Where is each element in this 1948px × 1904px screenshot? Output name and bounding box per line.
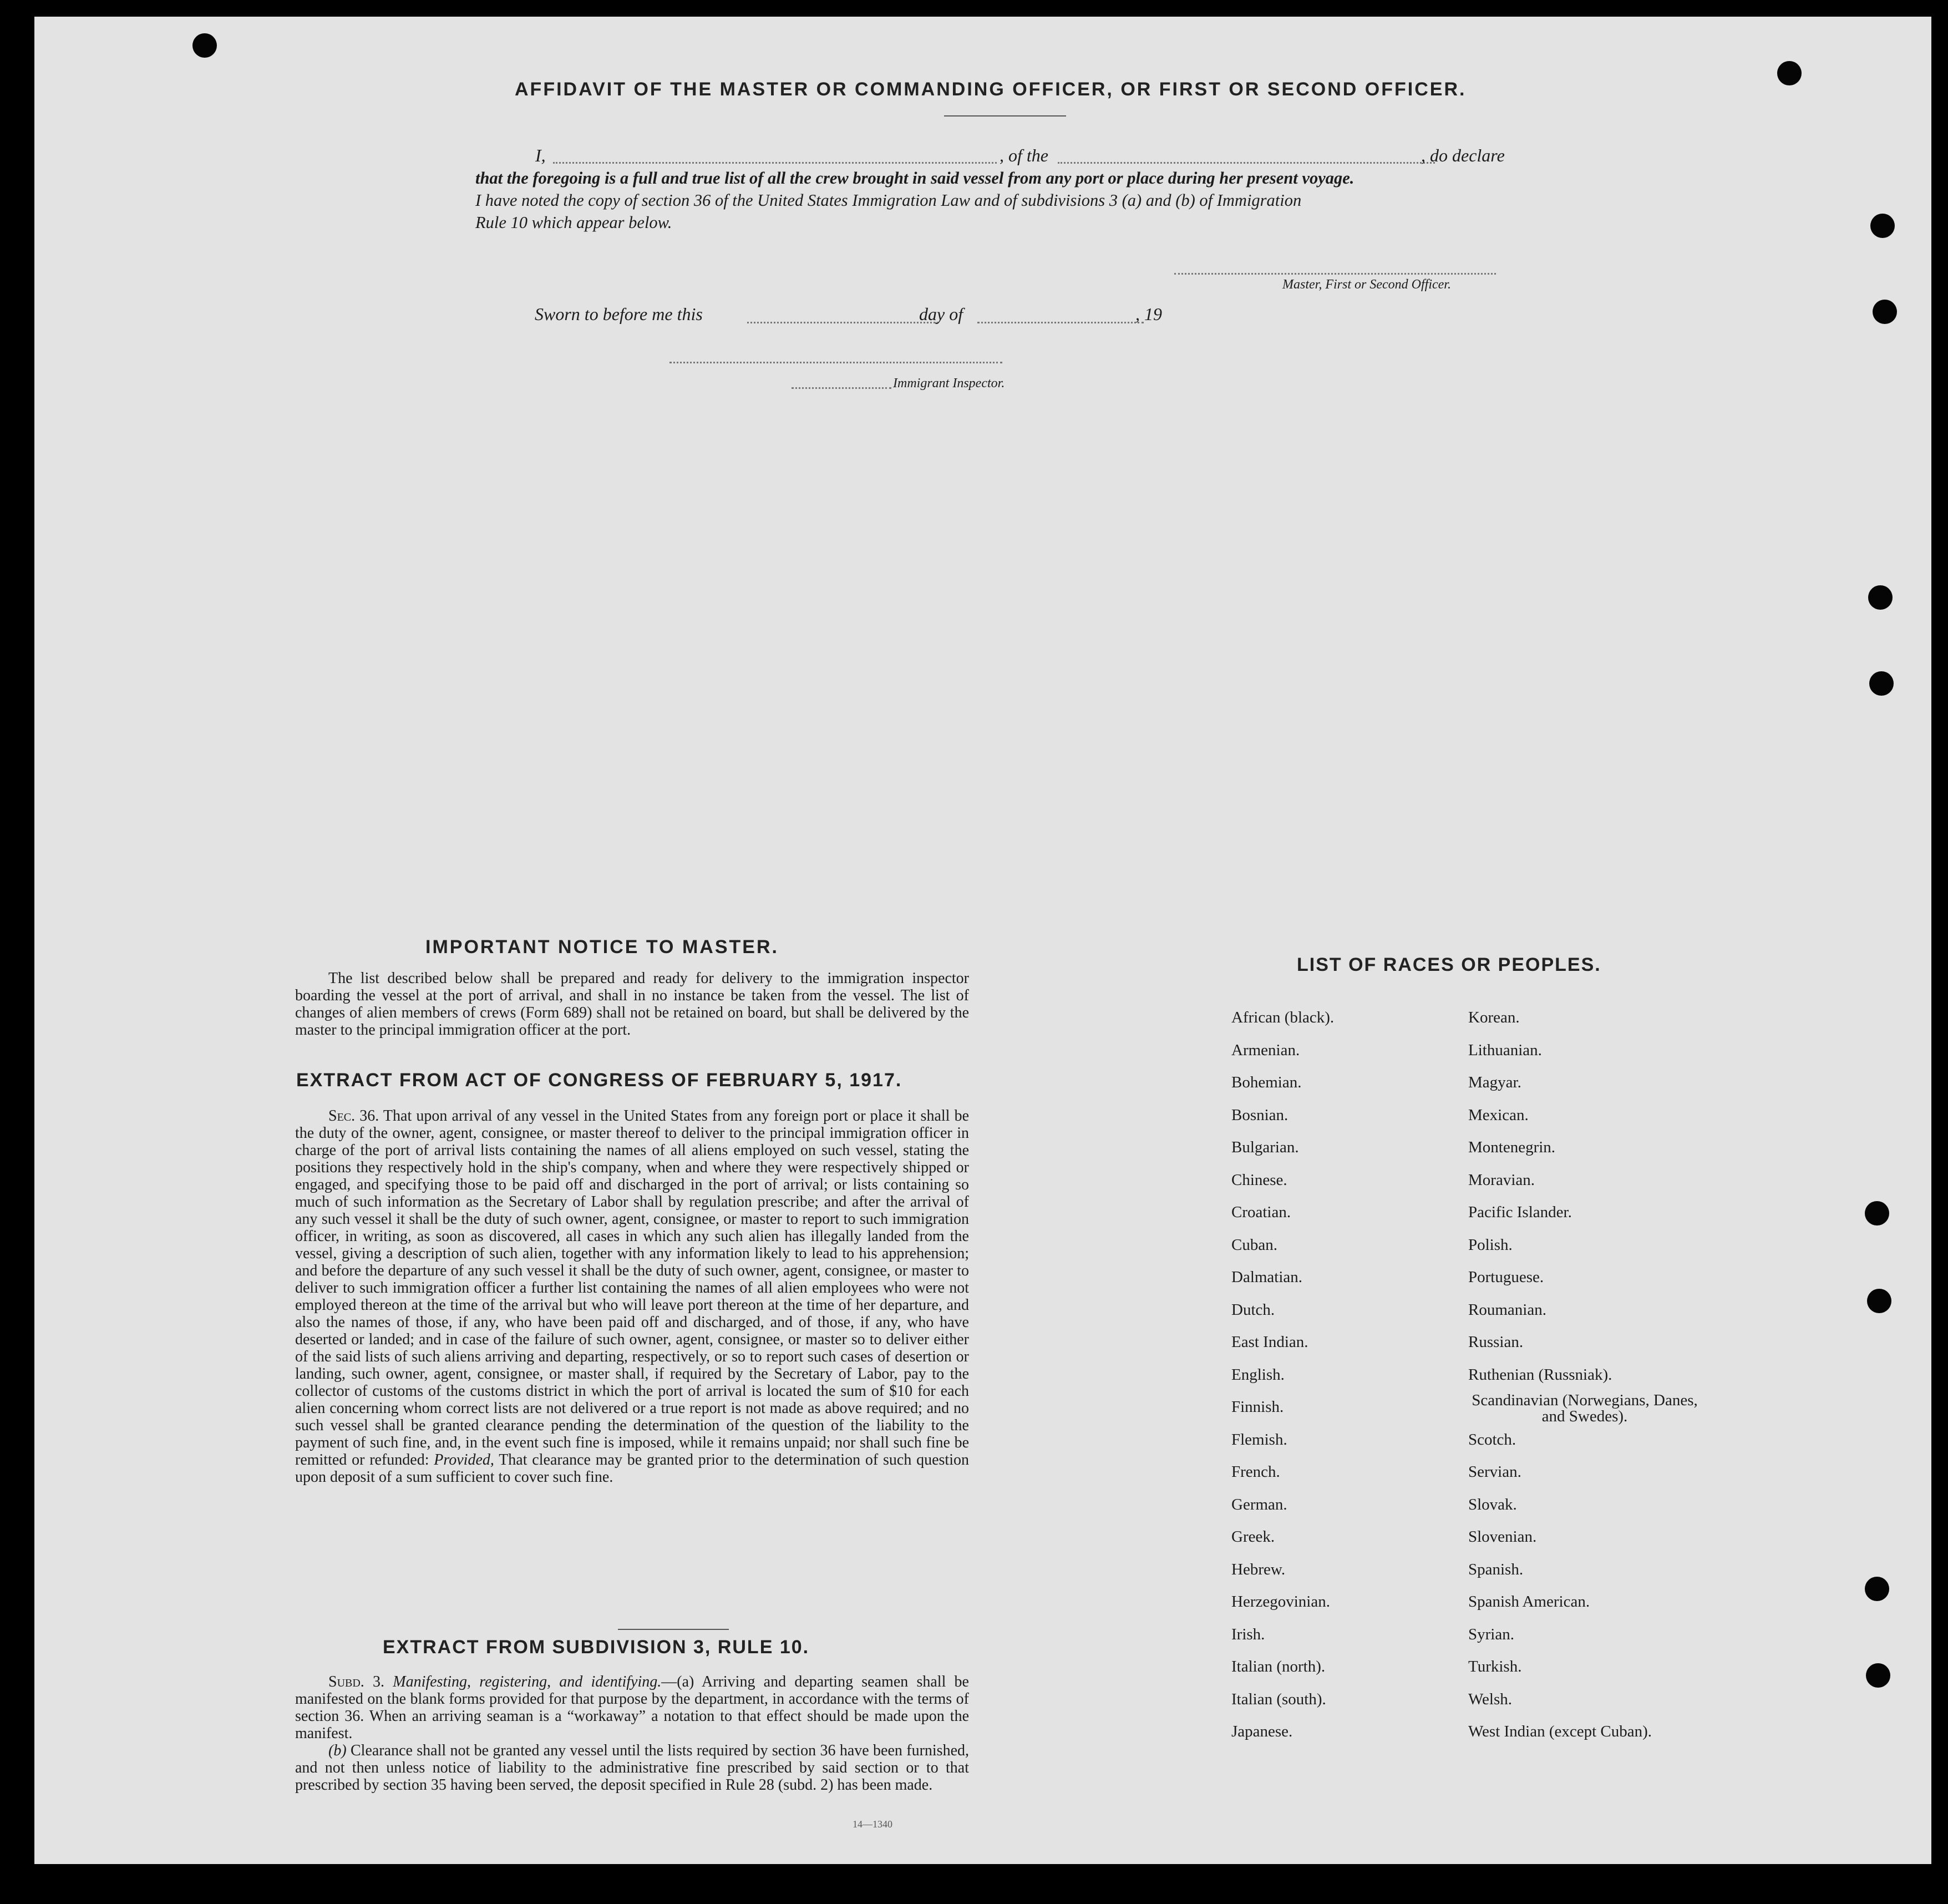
sworn-label: Sworn to before me this (535, 304, 703, 324)
race-item: Pacific Islander. (1468, 1203, 1572, 1221)
race-item: Ruthenian (Russniak). (1468, 1365, 1612, 1384)
subd-label: Subd. 3. (328, 1673, 385, 1690)
race-item: German. (1231, 1495, 1287, 1513)
divider (944, 115, 1066, 117)
punch-hole (1865, 1577, 1889, 1601)
punch-hole (1869, 671, 1894, 696)
race-item: Herzegovinian. (1231, 1593, 1330, 1611)
race-item: Cuban. (1231, 1235, 1277, 1254)
subd-b-label: (b) (328, 1742, 347, 1759)
affidavit-title: AFFIDAVIT OF THE MASTER OR COMMANDING OFFICER, OR FIRST OR SECOND OFFICER. (515, 79, 1467, 100)
race-item: Welsh. (1468, 1690, 1513, 1708)
race-item: Bulgarian. (1231, 1138, 1299, 1156)
race-item: African (black). (1231, 1009, 1335, 1026)
sworn-day-field[interactable] (747, 322, 939, 323)
punch-hole (192, 33, 217, 58)
extract-rule-title: EXTRACT FROM SUBDIVISION 3, RULE 10. (383, 1637, 810, 1658)
race-item: English. (1231, 1365, 1285, 1384)
race-item: Syrian. (1468, 1625, 1514, 1643)
race-item: Korean. (1468, 1009, 1520, 1026)
affidavit-do-declare: , do declare (1421, 145, 1505, 165)
subd-b-text: Clearance shall not be granted any vessel until the lists required by section 36 have been furnished, and not then unless notice of liability to the administrative fine prescribed by said section or to that prescribed by section 35 having been served, the deposit specified in Rule 28 (subd. 2) has been made. (295, 1742, 969, 1794)
extract-rule-text (295, 1673, 969, 1794)
affidavit-line: Rule 10 which appear below. (475, 213, 672, 232)
master-signature-field[interactable] (1174, 273, 1496, 275)
punch-hole (1873, 300, 1897, 324)
punch-hole (1865, 1201, 1889, 1226)
punch-hole (1867, 1289, 1891, 1313)
race-item: Magyar. (1468, 1073, 1521, 1091)
race-item: Italian (north). (1231, 1658, 1326, 1675)
notice-paragraph: The list described below shall be prepared and ready for delivery to the immigration inspector boarding the vessel at the port of arrival, and shall in no instance be taken from the vessel. The list of changes of alien members of crews (Form 689) shall not be retained on board, but shall be delivered by the master to the principal immigration officer at the port. (295, 970, 969, 1039)
race-item: Italian (south). (1231, 1690, 1326, 1708)
race-item: Turkish. (1468, 1658, 1522, 1675)
race-item: Polish. (1468, 1235, 1513, 1254)
race-item: Bosnian. (1231, 1106, 1288, 1124)
inspector-label: Immigrant Inspector. (893, 376, 1005, 391)
notice-text (295, 970, 969, 1039)
race-item: Montenegrin. (1468, 1138, 1556, 1156)
race-item: Roumanian. (1468, 1300, 1546, 1319)
provided-word: Provided, (434, 1451, 494, 1468)
punch-hole (1870, 214, 1895, 238)
race-item: Servian. (1468, 1463, 1521, 1481)
race-item: Dutch. (1231, 1300, 1275, 1319)
race-item: Moravian. (1468, 1171, 1535, 1189)
race-item: Armenian. (1231, 1041, 1300, 1059)
sec-label: Sec. 36. (328, 1107, 379, 1125)
vessel-field[interactable] (1058, 162, 1435, 164)
race-item: Finnish. (1231, 1398, 1284, 1416)
race-item: Dalmatian. (1231, 1268, 1303, 1286)
affidavit-of-the: , of the (1000, 145, 1048, 165)
race-item: Hebrew. (1231, 1560, 1286, 1578)
race-item: Portuguese. (1468, 1268, 1544, 1286)
act-text: That upon arrival of any vessel in the United States from any foreign port or place it shall be the duty of the owner, agent, consignee, or master thereof to deliver to the principal immigration officer in charge of the port of arrival lists containing the names of all aliens employed on such vessel, stating the positions they respectively hold in the ship's company, when and where they were respectively shipped or engaged, and specifying those to be paid off and discharged in the port of arrival; or lists containing so much of such information as the Secretary of Labor shall by regulation prescribe; and after the arrival of any such vessel it shall be the duty of such owner, agent, consignee, or master to report to such immigration officer, in writing, as soon as discovered, all cases in which any such alien has illegally landed from the vessel, giving a description of such alien, together with any information likely to lead to his apprehension; and before the departure of any such vessel it shall be the duty of such owner, agent, consignee, or master to deliver to such immigration officer a further list containing the names of all alien employees who were not employed thereon at the time of the arrival but who will leave port thereon at the time of her departure, and also the names of those, if any, who have been paid off and discharged, and of those, if any, who have deserted or landed; and in case of the failure of such owner, agent, consignee, or master so to deliver either of the said lists of such aliens arriving and departing, respectively, or so to report such cases of desertion or landing, such owner, agent, consignee, or master shall, if required by the Secretary of Labor, pay to the collector of customs of the customs district in which the port of arrival is located the sum of $10 for each alien concerning whom correct lists are not delivered or a true report is not made as above required; and no such vessel shall be granted clearance pending the determination of the question of the liability to the payment of such fine, and, in the event such fine is imposed, while it remains unpaid; nor shall such fine be remitted or refunded: (295, 1107, 969, 1468)
affidavit-line: I have noted the copy of section 36 of the United States Immigration Law and of subdivisions 3 (a) and (b) of Immigration (475, 191, 1302, 210)
punch-hole (1777, 61, 1802, 85)
race-item: Spanish. (1468, 1560, 1524, 1578)
inspector-signature-field[interactable] (669, 362, 1002, 363)
divider (618, 1629, 729, 1630)
race-item: Chinese. (1231, 1171, 1287, 1189)
master-signature-label: Master, First or Second Officer. (1282, 277, 1451, 292)
race-item: Greek. (1231, 1528, 1275, 1546)
race-item: Croatian. (1231, 1203, 1291, 1221)
race-item: West Indian (except Cuban). (1468, 1723, 1652, 1740)
act-text-end: That clearance may be granted prior to the determination of such question upon deposit of a sum sufficient to cover such fine. (295, 1451, 969, 1486)
race-item: Russian. (1468, 1333, 1524, 1351)
race-item: French. (1231, 1463, 1280, 1481)
punch-hole (1866, 1663, 1890, 1688)
race-item: Slovenian. (1468, 1528, 1537, 1546)
race-item: Irish. (1231, 1625, 1265, 1643)
year-label: , 19 (1135, 304, 1162, 324)
race-item: Bohemian. (1231, 1073, 1302, 1091)
affidavit-i-label: I, (535, 145, 546, 165)
form-number: 14—1340 (853, 1819, 892, 1830)
affidavit-line: that the foregoing is a full and true list of all the crew brought in said vessel from any port or place during her present voyage. (475, 169, 1355, 188)
race-item: Japanese. (1231, 1723, 1293, 1740)
document-page (34, 17, 1931, 1864)
subd-a-text: —(a) Arriving and departing seamen shall be manifested on the blank forms provided for that purpose by the department, in accordance with the terms of section 36. When an arriving seaman is a “workaway” a notation to that effect should be made upon the manifest. (295, 1673, 969, 1742)
race-item: Mexican. (1468, 1106, 1529, 1124)
punch-hole (1868, 585, 1893, 610)
inspector-signature-field-2 (792, 387, 891, 389)
name-field[interactable] (553, 162, 997, 164)
race-item: Slovak. (1468, 1495, 1517, 1513)
day-of-label: day of (919, 304, 963, 324)
extract-act-title: EXTRACT FROM ACT OF CONGRESS OF FEBRUARY 5, 1917. (296, 1070, 902, 1091)
race-item: East Indian. (1231, 1333, 1308, 1351)
extract-act-text (295, 1107, 969, 1486)
subd-heading: Manifesting, registering, and identifying. (393, 1673, 662, 1690)
race-item: Flemish. (1231, 1430, 1287, 1449)
notice-title: IMPORTANT NOTICE TO MASTER. (425, 936, 779, 958)
race-item: Scandinavian (Norwegians, Danes, and Swedes). (1472, 1391, 1698, 1425)
race-item: Scotch. (1468, 1430, 1516, 1449)
race-item: Lithuanian. (1468, 1041, 1542, 1059)
sworn-month-field[interactable] (977, 322, 1144, 323)
race-item: Spanish American. (1468, 1593, 1590, 1611)
races-title: LIST OF RACES OR PEOPLES. (1297, 954, 1601, 975)
